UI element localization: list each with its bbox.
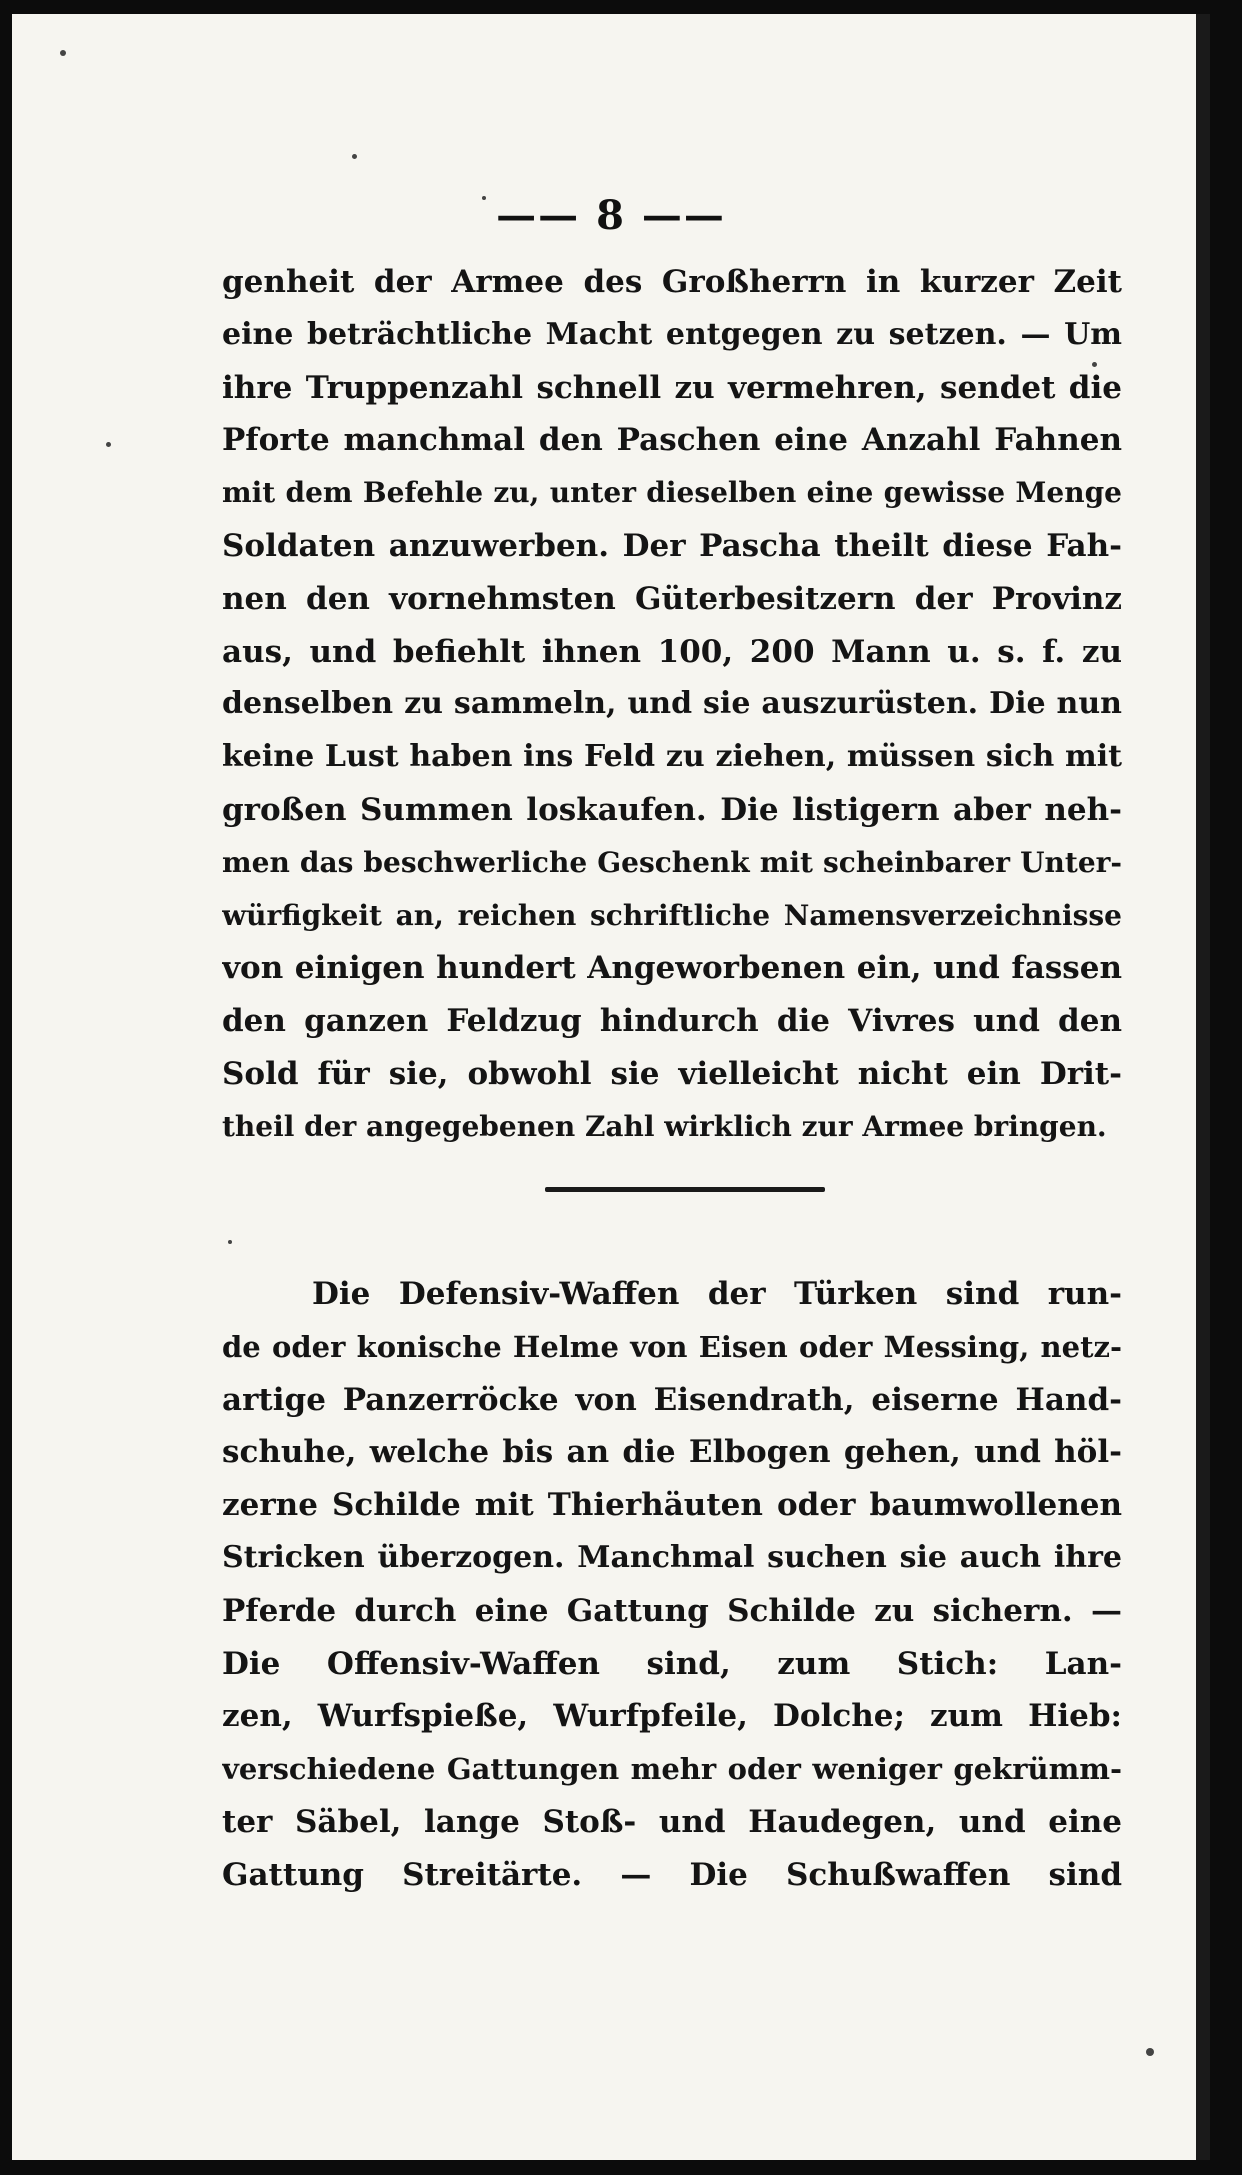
scan-speck bbox=[1146, 2048, 1154, 2056]
text-line: Stricken überzogen. Manchmal suchen sie auch ihre bbox=[222, 1539, 1122, 1575]
scan-speck bbox=[1092, 362, 1097, 367]
text-line: verschiedene Gattungen mehr oder weniger gekrümm- bbox=[222, 1752, 1122, 1787]
text-line: würfigkeit an, reichen schriftliche Namensverzeichnisse bbox=[222, 898, 1122, 932]
book-page bbox=[12, 14, 1210, 2160]
text-line: nen den vornehmsten Güterbesitzern der Provinz bbox=[222, 580, 1122, 617]
text-line: genheit der Armee des Großherrn in kurzer Zeit bbox=[222, 264, 1122, 300]
text-line: von einigen hundert Angeworbenen ein, und fassen bbox=[222, 950, 1122, 987]
text-line: men das beschwerliche Geschenk mit scheinbarer Unter- bbox=[222, 845, 1122, 879]
text-line: Pferde durch eine Gattung Schilde zu sichern. — bbox=[222, 1592, 1122, 1629]
text-line: zerne Schilde mit Thierhäuten oder baumwollenen bbox=[222, 1487, 1122, 1524]
text-line: großen Summen loskaufen. Die listigern aber neh- bbox=[222, 791, 1122, 828]
section-divider bbox=[545, 1187, 825, 1192]
scan-speck bbox=[482, 196, 486, 200]
text-line: schuhe, welche bis an die Elbogen gehen, und höl- bbox=[222, 1434, 1122, 1471]
text-line: keine Lust haben ins Feld zu ziehen, müssen sich mit bbox=[222, 739, 1122, 775]
scan-speck bbox=[228, 1240, 232, 1244]
page-number: —— 8 —— bbox=[496, 192, 726, 239]
text-line: artige Panzerröcke von Eisendrath, eiserne Hand- bbox=[222, 1381, 1122, 1418]
text-line: Soldaten anzuwerben. Der Pascha theilt diese Fah- bbox=[222, 527, 1122, 564]
text-line: ihre Truppenzahl schnell zu vermehren, sendet die bbox=[222, 369, 1122, 406]
text-line: de oder konische Helme von Eisen oder Messing, netz- bbox=[222, 1329, 1122, 1364]
paragraph-2 bbox=[222, 1268, 1122, 1902]
paragraph-1 bbox=[222, 256, 1122, 1154]
scan-speck bbox=[106, 442, 111, 447]
text-line: Die Defensiv-Waffen der Türken sind run- bbox=[312, 1276, 1122, 1312]
text-line: eine beträchtliche Macht entgegen zu setzen. — Um bbox=[222, 316, 1122, 352]
scan-speck bbox=[352, 154, 357, 159]
text-line: aus, und befiehlt ihnen 100, 200 Mann u. s. f. zu bbox=[222, 633, 1122, 670]
text-line: Sold für sie, obwohl sie vielleicht nicht ein Drit- bbox=[222, 1055, 1122, 1092]
scan-speck bbox=[60, 50, 66, 56]
text-line: Gattung Streitärte. — Die Schußwaffen sind bbox=[222, 1856, 1122, 1893]
text-line: zen, Wurfspieße, Wurfpfeile, Dolche; zum Hieb: bbox=[222, 1698, 1122, 1735]
text-line: Die Offensiv-Waffen sind, zum Stich: Lan- bbox=[222, 1645, 1122, 1682]
text-line: mit dem Befehle zu, unter dieselben eine gewisse Menge bbox=[222, 476, 1122, 510]
text-line: den ganzen Feldzug hindurch die Vivres und den bbox=[222, 1003, 1122, 1040]
text-line: denselben zu sammeln, und sie auszurüsten. Die nun bbox=[222, 686, 1122, 722]
text-line: theil der angegebenen Zahl wirklich zur Armee bringen. bbox=[222, 1109, 1107, 1143]
text-line: ter Säbel, lange Stoß- und Haudegen, und eine bbox=[222, 1803, 1122, 1840]
text-line: Pforte manchmal den Paschen eine Anzahl Fahnen bbox=[222, 422, 1122, 459]
